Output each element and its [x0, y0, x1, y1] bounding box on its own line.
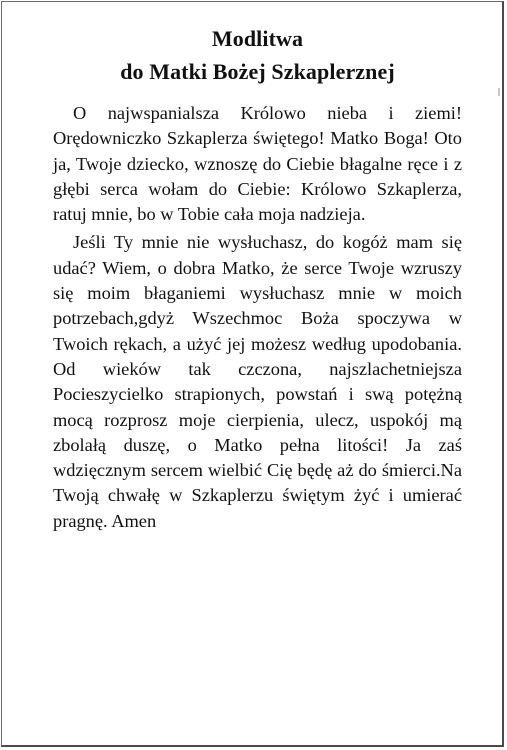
edge-mark — [498, 88, 500, 96]
title-line-2: do Matki Bożej Szkaplerznej — [120, 59, 395, 84]
prayer-title — [53, 22, 462, 88]
prayer-page — [53, 22, 462, 537]
paragraph-2: Jeśli Ty mnie nie wysłuchasz, do kogóż mam się udać? Wiem, o dobra Matko, że serce Twoje wzruszy się moim błaganiemi wysłuchasz mnie w moich potrzebach,gdyż Wszechmoc Boża spoczywa w Twoich rękach, a użyć jej możesz według upodobania. Od wieków tak czczona, najszlachetniejsza Pocieszycielko strapionych, powstań i swą potężną mocą rozprosz moje cierpienia, ulecz, uspokój mą zbolałą duszę, o Matko pełna litości! Ja zaś wdzięcznym sercem wielbić Cię będę aż do śmierci.Na Twoją chwałę w Szkaplerzu świętym żyć i umierać pragnę. Amen — [53, 232, 462, 531]
title-line-1: Modlitwa — [211, 26, 304, 51]
paragraph-1: O najwspanialsza Królowo nieba i ziemi! Orędowniczko Szkaplerza świętego! Matko Boga! Oto ja, Twoje dziecko, wznoszę do Ciebie błagalne ręce i z głębi serca wołam do Ciebie: Królowo Szkaplerza, ratuj mnie, bo w Tobie cała moja nadzieja. — [53, 103, 462, 225]
prayer-card — [1, 1, 504, 747]
prayer-body — [53, 101, 462, 534]
